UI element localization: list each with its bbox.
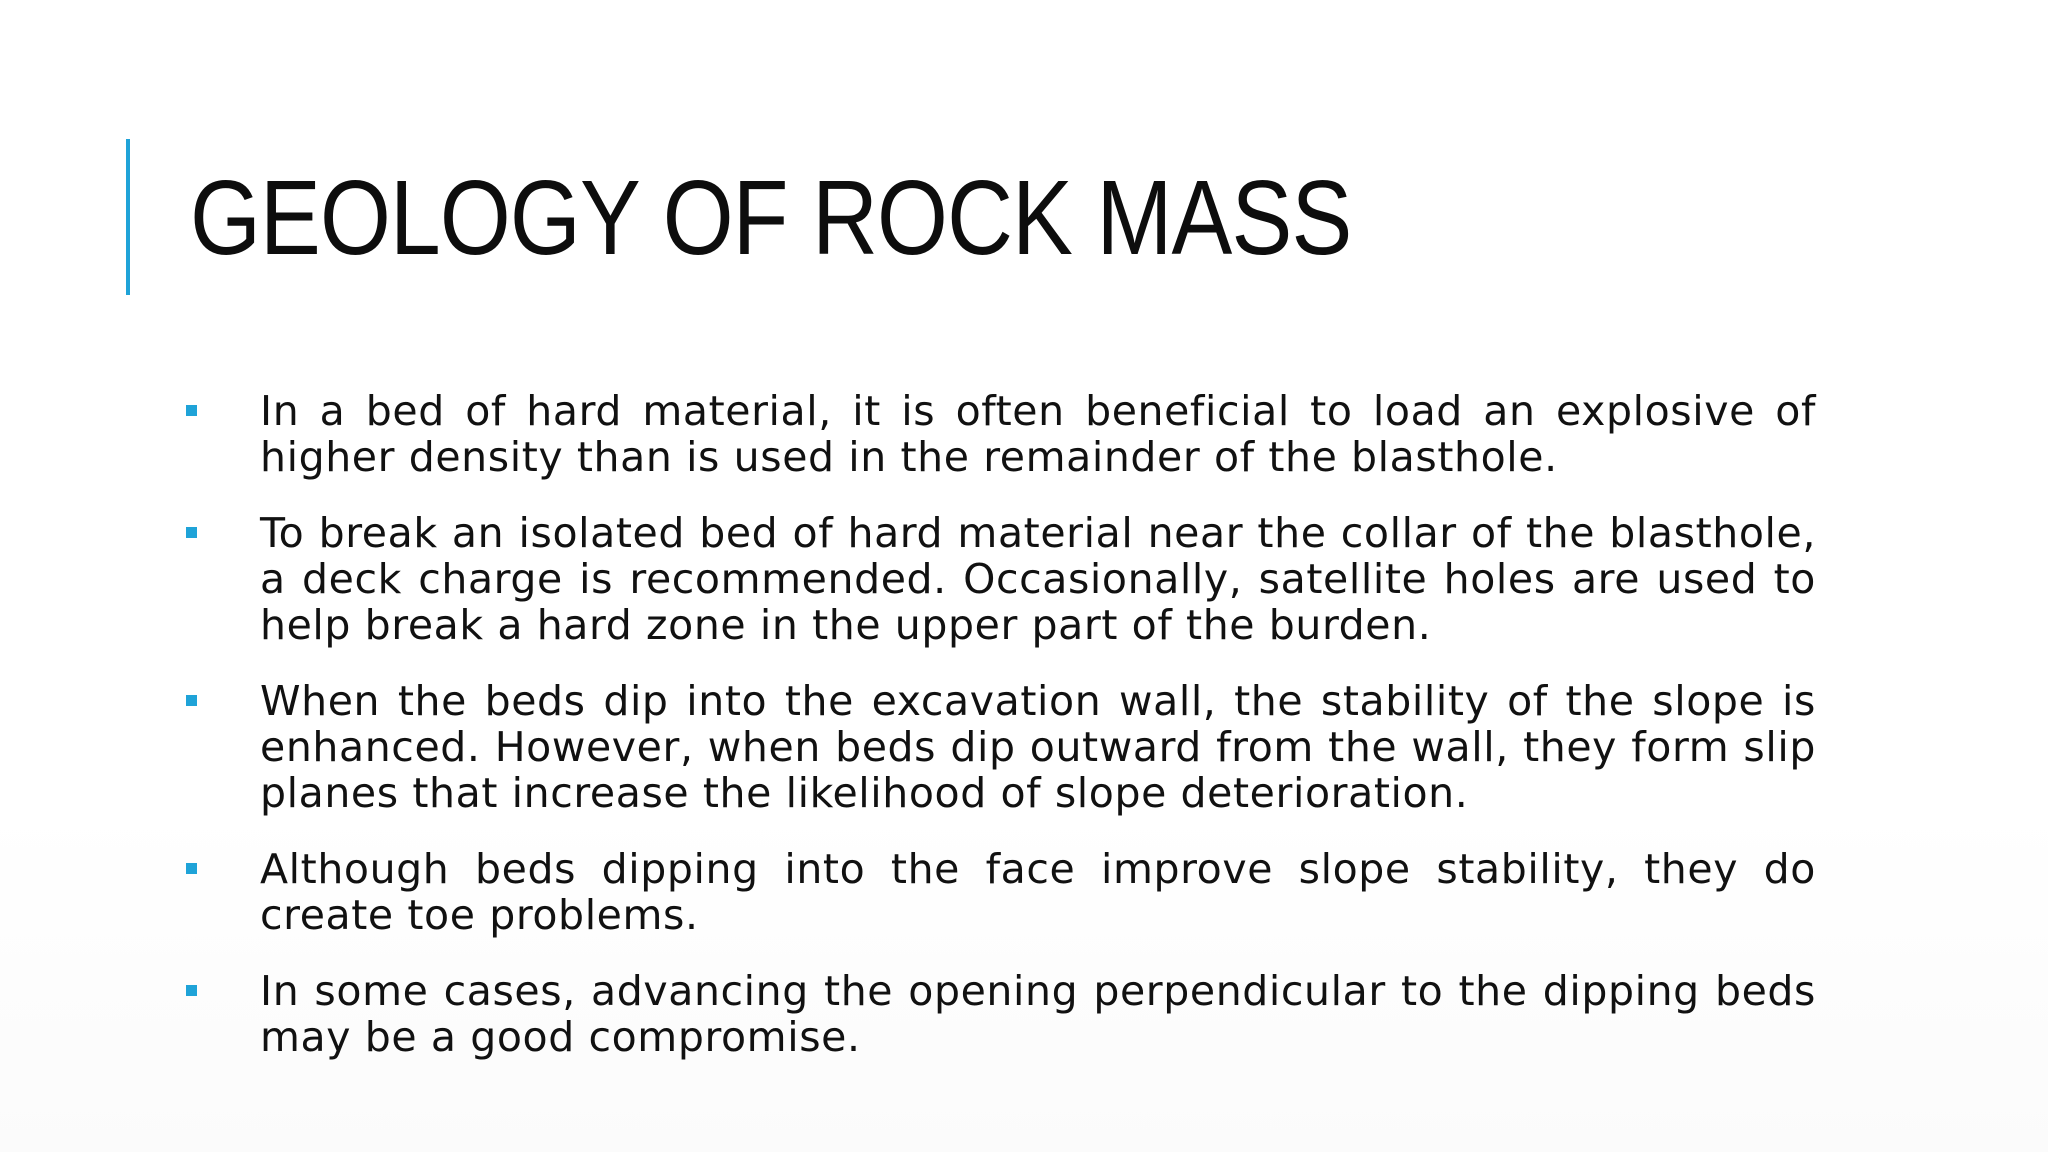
- bullet-item: [182, 388, 1816, 480]
- title-accent-bar: [126, 139, 130, 295]
- bullet-text: Although beds dipping into the face improve slope stability, they do create toe problems.: [260, 845, 1816, 939]
- bullet-item: [182, 678, 1816, 816]
- square-bullet-icon: [186, 695, 197, 706]
- bullet-text: In some cases, advancing the opening perpendicular to the dipping beds may be a good compromise.: [260, 967, 1816, 1061]
- bullet-item: [182, 968, 1816, 1060]
- bullet-item: [182, 846, 1816, 938]
- slide-title: GEOLOGY OF ROCK MASS: [190, 159, 1352, 277]
- bullet-text: To break an isolated bed of hard material near the collar of the blasthole, a deck charge is recommended. Occasionally, satellite holes are used to help break a hard zone in the upper part of the burden.: [260, 509, 1816, 649]
- bullet-text: When the beds dip into the excavation wall, the stability of the slope is enhanced. However, when beds dip outward from the wall, they form slip planes that increase the likelihood of slope deterioration.: [260, 677, 1816, 817]
- square-bullet-icon: [186, 985, 197, 996]
- bullet-item: [182, 510, 1816, 648]
- square-bullet-icon: [186, 527, 197, 538]
- square-bullet-icon: [186, 863, 197, 874]
- square-bullet-icon: [186, 405, 197, 416]
- bullet-list: [182, 388, 1816, 1090]
- bullet-text: In a bed of hard material, it is often beneficial to load an explosive of higher density than is used in the remainder of the blasthole.: [260, 387, 1816, 481]
